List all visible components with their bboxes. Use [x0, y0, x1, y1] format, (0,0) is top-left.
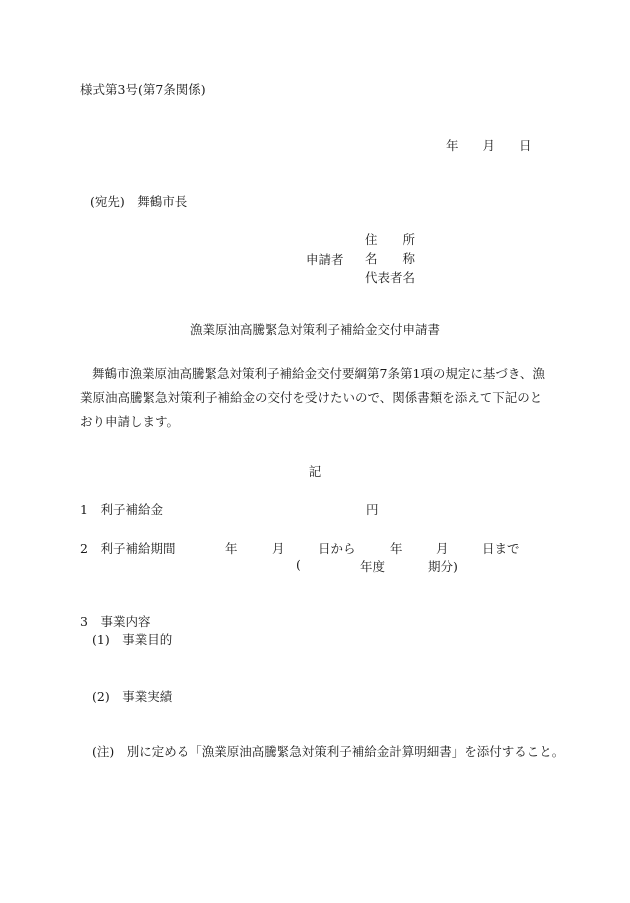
- period-installment: 期分): [428, 559, 458, 574]
- item1-label: 1 利子補給金: [80, 502, 163, 517]
- applicant-label: 申請者: [306, 252, 344, 267]
- period-from: 日から: [318, 541, 356, 556]
- form-number: 様式第3号(第7条関係): [80, 82, 206, 97]
- item3-sub1: (1) 事業目的: [92, 632, 173, 647]
- applicant-name-label: 名 称: [365, 251, 416, 266]
- date-month: 月: [482, 138, 496, 153]
- ki-heading: 記: [308, 464, 322, 479]
- applicant-address-label: 住 所: [365, 232, 416, 247]
- date-year: 年: [446, 138, 459, 153]
- item3-sub2: (2) 事業実績: [92, 689, 173, 704]
- applicant-block: [365, 230, 415, 287]
- period-year2: 年: [390, 541, 403, 556]
- period-open-paren: (: [296, 557, 301, 572]
- item1-unit: 円: [366, 502, 379, 517]
- note: (注) 別に定める「漁業原油高騰緊急対策利子補給金計算明細書」を添付すること。: [92, 744, 565, 759]
- period-month2: 月: [436, 541, 449, 556]
- date-day: 日: [519, 138, 532, 153]
- applicant-representative-label: 代表者名: [365, 270, 416, 285]
- date-line: [446, 136, 532, 154]
- addressee: (宛先) 舞鶴市長: [90, 194, 188, 209]
- body-paragraph: 舞鶴市漁業原油高騰緊急対策利子補給金交付要綱第7条第1項の規定に基づき、漁業原油高騰緊急対策利子補給金の交付を受けたいので、関係書類を添えて下記のとおり申請します。: [80, 366, 545, 429]
- period-month1: 月: [272, 541, 285, 556]
- period-fiscal-year: 年度: [360, 559, 386, 574]
- period-to: 日まで: [482, 541, 520, 556]
- period-year1: 年: [225, 541, 238, 556]
- item3-label: 3 事業内容: [80, 614, 151, 629]
- item2-label: 2 利子補給期間: [80, 541, 176, 556]
- document-title: 漁業原油高騰緊急対策利子補給金交付申請書: [189, 322, 440, 337]
